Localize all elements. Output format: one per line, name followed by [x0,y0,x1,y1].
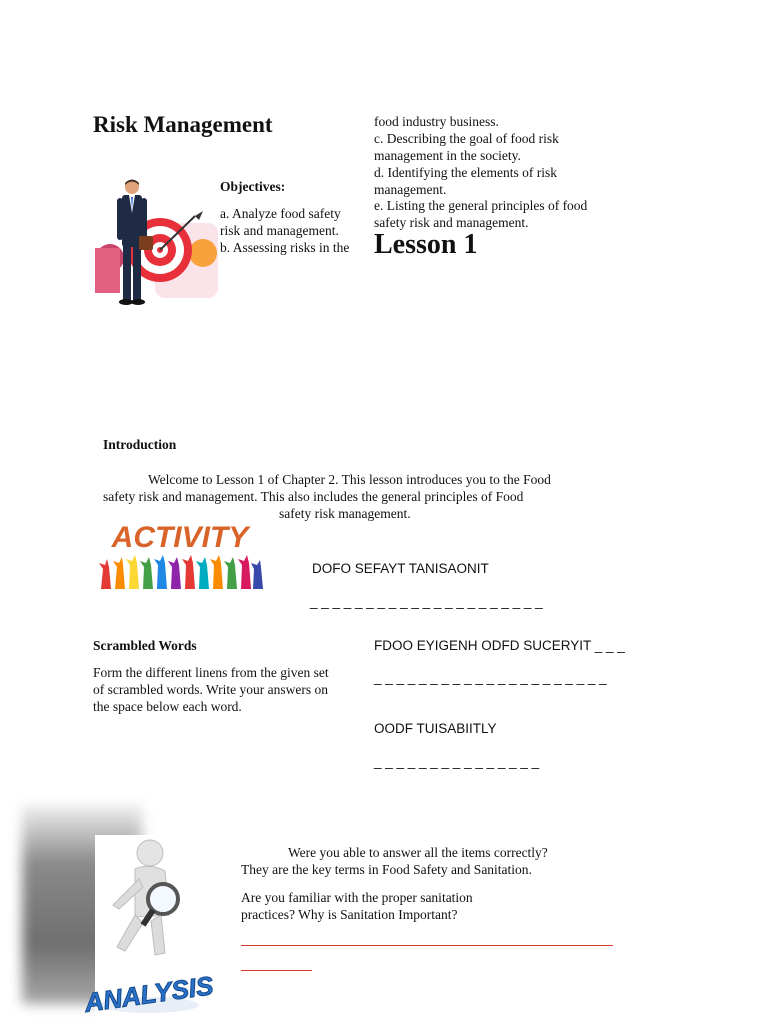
lesson-heading: Lesson 1 [374,229,478,260]
answer-blank-2[interactable]: _ _ _ _ _ _ _ _ _ _ _ _ _ _ _ _ _ _ _ _ _ [374,670,607,685]
objectives-heading: Objectives: [220,179,286,194]
businessman-target-illustration [95,178,218,308]
analysis-question-line: Are you familiar with the proper sanitation [241,890,473,905]
objective-line: food industry business. [374,114,499,129]
objective-line: e. Listing the general principles of food [374,198,588,213]
answer-line[interactable] [241,945,613,946]
scrambled-word-1: DOFO SEFAYT TANISAONIT [312,561,489,576]
activity-banner-text: ACTIVITY [111,521,249,554]
objective-line: a. Analyze food safety [220,206,341,221]
page-title: Risk Management [93,112,273,137]
intro-line: safety risk management. [279,506,411,521]
objective-line: d. Identifying the elements of risk [374,165,557,180]
answer-line[interactable] [241,970,312,971]
introduction-heading: Introduction [103,437,177,452]
scrambled-word-2: FDOO EYIGENH ODFD SUCERYIT _ _ _ [374,638,625,653]
answer-blank-1[interactable]: _ _ _ _ _ _ _ _ _ _ _ _ _ _ _ _ _ _ _ _ _ [310,594,543,609]
scrambled-words-heading: Scrambled Words [93,638,197,653]
instruction-line: of scrambled words. Write your answers on [93,682,329,697]
activity-banner [95,517,265,590]
objective-line: management. [374,182,447,197]
analysis-banner-text: ANALYSIS [82,970,216,1018]
objective-line: safety risk and management. [374,215,529,230]
intro-line: Welcome to Lesson 1 of Chapter 2. This lesson introduces you to the Food [148,472,551,487]
instruction-line: the space below each word. [93,699,242,714]
objective-line: management in the society. [374,148,521,163]
analysis-line: They are the key terms in Food Safety and Sanitation. [241,862,532,877]
objective-line: risk and management. [220,223,339,238]
answer-blank-3[interactable]: _ _ _ _ _ _ _ _ _ _ _ _ _ _ _ [374,754,540,769]
objective-line: b. Assessing risks in the [220,240,350,255]
analysis-line: Were you able to answer all the items correctly? [288,845,548,860]
intro-line: safety risk and management. This also includes the general principles of Food [103,489,524,504]
analysis-illustration [82,835,216,1020]
analysis-question-line: practices? Why is Sanitation Important? [241,907,458,922]
instruction-line: Form the different linens from the given set [93,665,329,680]
objective-line: c. Describing the goal of food risk [374,131,559,146]
scrambled-word-3: OODF TUISABIITLY [374,721,497,736]
